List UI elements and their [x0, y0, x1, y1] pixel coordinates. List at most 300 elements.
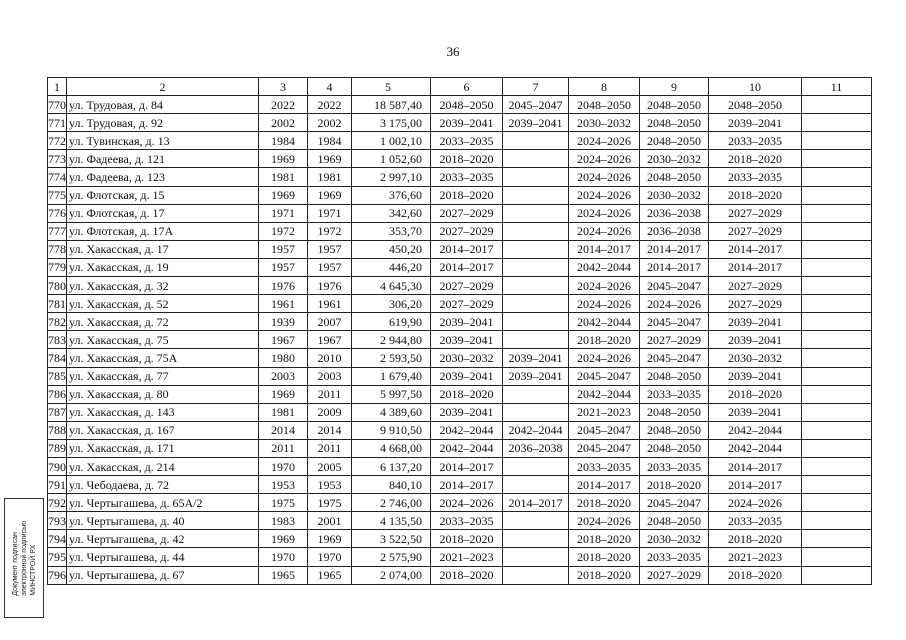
table-cell: 2048–2050 [640, 421, 709, 439]
table-cell [802, 132, 872, 150]
table-cell [802, 240, 872, 258]
table-cell: 2033–2035 [640, 548, 709, 566]
table-cell [802, 204, 872, 222]
table-row [48, 349, 872, 367]
table-row [48, 494, 872, 512]
table-cell [802, 476, 872, 494]
table-row [48, 258, 872, 276]
table-cell: 2042–2044 [569, 313, 640, 331]
table-cell: 1984 [308, 132, 352, 150]
table-cell: 2024–2026 [709, 494, 802, 512]
table-cell: 2045–2047 [640, 313, 709, 331]
table-cell [503, 168, 569, 186]
table-cell [802, 168, 872, 186]
table-cell: 2011 [308, 439, 352, 457]
table-cell: 1969 [308, 186, 352, 204]
table-cell: 2014–2017 [709, 240, 802, 258]
table-cell: 2021–2023 [569, 403, 640, 421]
table-row [48, 421, 872, 439]
table-cell: 2024–2026 [569, 295, 640, 313]
table-cell: 2014 [259, 421, 308, 439]
table-cell: 2039–2041 [431, 331, 503, 349]
table-cell: 1970 [259, 457, 308, 475]
table-cell: 2018–2020 [431, 385, 503, 403]
table-cell [503, 403, 569, 421]
table-cell: 1967 [308, 331, 352, 349]
table-row [48, 313, 872, 331]
table-row [48, 367, 872, 385]
table-cell: 2042–2044 [431, 421, 503, 439]
table-cell [802, 96, 872, 114]
table-cell: ул. Хакасская, д. 32 [67, 277, 259, 295]
table-cell: 1967 [259, 331, 308, 349]
table-cell: ул. Хакасская, д. 80 [67, 385, 259, 403]
table-cell: 2011 [308, 385, 352, 403]
table-row [48, 512, 872, 530]
table-row [48, 548, 872, 566]
table-cell: 2033–2035 [431, 168, 503, 186]
table-cell: 771 [48, 114, 67, 132]
table-cell: 1975 [259, 494, 308, 512]
table-cell: 1972 [308, 222, 352, 240]
table-row [48, 277, 872, 295]
table-cell: 772 [48, 132, 67, 150]
table-row [48, 476, 872, 494]
table-cell: 2024–2026 [569, 512, 640, 530]
table-cell: 2039–2041 [431, 403, 503, 421]
table-cell: 2014–2017 [503, 494, 569, 512]
table-cell [802, 349, 872, 367]
table-cell: 9 910,50 [352, 421, 431, 439]
table-cell: ул. Хакасская, д. 75 [67, 331, 259, 349]
table-cell: 787 [48, 403, 67, 421]
table-cell: 1971 [308, 204, 352, 222]
table-cell: ул. Хакасская, д. 77 [67, 367, 259, 385]
table-cell: 2014 [308, 421, 352, 439]
table-cell: 776 [48, 204, 67, 222]
table-cell: ул. Флотская, д. 15 [67, 186, 259, 204]
table-cell: ул. Трудовая, д. 92 [67, 114, 259, 132]
table-cell: ул. Чебодаева, д. 72 [67, 476, 259, 494]
table-cell: 2007 [308, 313, 352, 331]
table-cell: 2039–2041 [431, 313, 503, 331]
table-cell: 2 746,00 [352, 494, 431, 512]
table-cell: 1957 [259, 240, 308, 258]
table-cell: 2014–2017 [431, 240, 503, 258]
table-cell: 1957 [308, 240, 352, 258]
table-cell [802, 222, 872, 240]
table-cell: 1972 [259, 222, 308, 240]
table-cell [503, 277, 569, 295]
table-cell: 2030–2032 [640, 186, 709, 204]
table-cell: 1976 [259, 277, 308, 295]
table-row [48, 186, 872, 204]
header-cell: 2 [67, 78, 259, 96]
table-row [48, 439, 872, 457]
table-cell: 2042–2044 [431, 439, 503, 457]
table-cell: 2027–2029 [709, 295, 802, 313]
table-cell: ул. Хакасская, д. 17 [67, 240, 259, 258]
table-cell: 785 [48, 367, 67, 385]
table-row [48, 132, 872, 150]
table-cell: 2003 [308, 367, 352, 385]
table-cell [802, 421, 872, 439]
table-cell: 2027–2029 [640, 566, 709, 584]
table-cell: 2010 [308, 349, 352, 367]
table-cell [802, 331, 872, 349]
table-cell: 1981 [308, 168, 352, 186]
header-cell: 7 [503, 78, 569, 96]
table-cell: 2014–2017 [431, 457, 503, 475]
table-cell: 2033–2035 [640, 457, 709, 475]
table-cell: 2003 [259, 367, 308, 385]
table-cell: 2014–2017 [709, 457, 802, 475]
table-cell: 770 [48, 96, 67, 114]
table-cell [802, 186, 872, 204]
table-cell: 796 [48, 566, 67, 584]
table-row [48, 222, 872, 240]
table-cell: ул. Трудовая, д. 84 [67, 96, 259, 114]
table-cell: 5 997,50 [352, 385, 431, 403]
table-cell: 1969 [259, 530, 308, 548]
table-cell: 1969 [308, 530, 352, 548]
table-cell: 2048–2050 [640, 96, 709, 114]
table-row [48, 114, 872, 132]
table-cell: 2009 [308, 403, 352, 421]
table-cell: 1980 [259, 349, 308, 367]
table-cell: 777 [48, 222, 67, 240]
table-cell: 2030–2032 [709, 349, 802, 367]
table-cell: 2027–2029 [431, 295, 503, 313]
table-cell: 2048–2050 [640, 114, 709, 132]
table-row [48, 530, 872, 548]
table-cell: 2014–2017 [431, 476, 503, 494]
table-cell: 2045–2047 [640, 277, 709, 295]
table-row [48, 457, 872, 475]
table-cell: ул. Хакасская, д. 143 [67, 403, 259, 421]
stamp-line: электронной подписью [20, 520, 28, 596]
table-cell [802, 313, 872, 331]
table-cell: 2039–2041 [431, 367, 503, 385]
table-cell: 2024–2026 [569, 349, 640, 367]
table-cell: 2024–2026 [569, 222, 640, 240]
table-cell: 2045–2047 [503, 96, 569, 114]
table-cell [503, 512, 569, 530]
table-cell: 2 575,90 [352, 548, 431, 566]
table-cell: 2039–2041 [709, 331, 802, 349]
table-cell [503, 476, 569, 494]
table-cell: 2042–2044 [709, 439, 802, 457]
table-row [48, 331, 872, 349]
table-cell: 840,10 [352, 476, 431, 494]
table-cell: 3 522,50 [352, 530, 431, 548]
table-cell: 2027–2029 [709, 277, 802, 295]
table-cell: 1981 [259, 168, 308, 186]
header-cell: 6 [431, 78, 503, 96]
table-cell: 1965 [259, 566, 308, 584]
table-row [48, 403, 872, 421]
table-cell: ул. Хакасская, д. 171 [67, 439, 259, 457]
table-header-row [48, 78, 872, 96]
table-cell [802, 439, 872, 457]
table-cell: 2027–2029 [709, 222, 802, 240]
table-cell: 2014–2017 [709, 476, 802, 494]
table-cell: 2018–2020 [431, 566, 503, 584]
table-cell [503, 295, 569, 313]
table-cell: 2039–2041 [503, 349, 569, 367]
table-cell: 773 [48, 150, 67, 168]
table-cell: 450,20 [352, 240, 431, 258]
table-cell: 2045–2047 [569, 439, 640, 457]
table-cell: 780 [48, 277, 67, 295]
table-cell: 2022 [259, 96, 308, 114]
table-cell: 2018–2020 [431, 186, 503, 204]
table-cell: 2042–2044 [569, 385, 640, 403]
table-cell: 4 645,30 [352, 277, 431, 295]
header-cell: 9 [640, 78, 709, 96]
table-cell: 1 679,40 [352, 367, 431, 385]
table-cell: 2018–2020 [569, 548, 640, 566]
table-cell: 18 587,40 [352, 96, 431, 114]
table-cell: 2042–2044 [503, 421, 569, 439]
table-cell: 2018–2020 [569, 331, 640, 349]
table-cell: 774 [48, 168, 67, 186]
table-cell: 2 074,00 [352, 566, 431, 584]
table-cell: 2036–2038 [640, 204, 709, 222]
register-table [47, 77, 872, 585]
table-cell: 1984 [259, 132, 308, 150]
table-cell: ул. Чертыгашева, д. 67 [67, 566, 259, 584]
table-cell [503, 530, 569, 548]
table-cell: ул. Хакасская, д. 214 [67, 457, 259, 475]
table-cell: 2024–2026 [569, 132, 640, 150]
table-cell: 4 668,00 [352, 439, 431, 457]
table-cell [802, 403, 872, 421]
table-cell: 2021–2023 [709, 548, 802, 566]
table-cell: 2045–2047 [569, 367, 640, 385]
table-cell: 782 [48, 313, 67, 331]
table-cell: 2039–2041 [503, 114, 569, 132]
table-cell: 775 [48, 186, 67, 204]
table-cell [802, 512, 872, 530]
table-cell: 2048–2050 [640, 403, 709, 421]
table-cell: 2039–2041 [709, 367, 802, 385]
table-cell [802, 494, 872, 512]
table-cell: ул. Фадеева, д. 123 [67, 168, 259, 186]
table-cell: 1981 [259, 403, 308, 421]
table-cell: 2001 [308, 512, 352, 530]
table-cell: 1953 [308, 476, 352, 494]
table-cell: ул. Хакасская, д. 167 [67, 421, 259, 439]
table-cell: 1969 [259, 385, 308, 403]
table-cell: 2039–2041 [503, 367, 569, 385]
table-cell: 2018–2020 [709, 150, 802, 168]
table-cell: 2027–2029 [640, 331, 709, 349]
table-cell [503, 457, 569, 475]
table-cell: 2045–2047 [640, 494, 709, 512]
table-body [48, 78, 872, 585]
table-cell: 353,70 [352, 222, 431, 240]
table-cell: 2014–2017 [569, 240, 640, 258]
table-cell: 1 002,10 [352, 132, 431, 150]
table-cell: 2039–2041 [709, 403, 802, 421]
side-stamp [4, 498, 44, 618]
table-cell: 2014–2017 [569, 476, 640, 494]
table-cell: 2014–2017 [709, 258, 802, 276]
table-cell: 2024–2026 [569, 150, 640, 168]
table-cell: ул. Чертыгашева, д. 65А/2 [67, 494, 259, 512]
table-cell [503, 313, 569, 331]
stamp-line: Документ подписан [11, 531, 19, 596]
table-row [48, 385, 872, 403]
table-cell [802, 277, 872, 295]
table-cell: 2024–2026 [569, 186, 640, 204]
table-cell: 446,20 [352, 258, 431, 276]
table-cell: 2018–2020 [569, 530, 640, 548]
table-cell: 2048–2050 [640, 168, 709, 186]
table-cell: 2018–2020 [709, 385, 802, 403]
table-cell: 781 [48, 295, 67, 313]
table-cell: 2033–2035 [431, 132, 503, 150]
table-cell: 2027–2029 [709, 204, 802, 222]
table-cell: 2018–2020 [431, 530, 503, 548]
table-cell: 1939 [259, 313, 308, 331]
table-row [48, 168, 872, 186]
table-cell: 792 [48, 494, 67, 512]
table-cell: 2033–2035 [709, 132, 802, 150]
table-cell: 788 [48, 421, 67, 439]
table-cell [503, 204, 569, 222]
table-row [48, 150, 872, 168]
table-cell: 2018–2020 [569, 494, 640, 512]
table-cell: 2011 [259, 439, 308, 457]
table-cell: 2018–2020 [640, 476, 709, 494]
table-cell: 2033–2035 [640, 385, 709, 403]
table-cell [503, 258, 569, 276]
table-cell [802, 385, 872, 403]
table-row [48, 566, 872, 584]
table-cell: 2014–2017 [431, 258, 503, 276]
table-cell: 2 593,50 [352, 349, 431, 367]
table-cell: 2021–2023 [431, 548, 503, 566]
table-cell: 2022 [308, 96, 352, 114]
table-cell: 2027–2029 [431, 204, 503, 222]
table-cell: 793 [48, 512, 67, 530]
table-cell: 2033–2035 [569, 457, 640, 475]
table-cell: 3 175,00 [352, 114, 431, 132]
table-cell [503, 132, 569, 150]
table-cell: 2005 [308, 457, 352, 475]
table-cell: 2018–2020 [709, 530, 802, 548]
table-cell: 2014–2017 [640, 240, 709, 258]
table-cell: 619,90 [352, 313, 431, 331]
header-cell: 8 [569, 78, 640, 96]
table-cell: 1965 [308, 566, 352, 584]
table-cell [802, 457, 872, 475]
table-cell: 786 [48, 385, 67, 403]
table-cell: 2002 [308, 114, 352, 132]
table-cell: 790 [48, 457, 67, 475]
table-cell: 2048–2050 [640, 132, 709, 150]
table-cell [802, 367, 872, 385]
table-cell: 2048–2050 [640, 512, 709, 530]
table-cell: 2018–2020 [431, 150, 503, 168]
table-cell: 2018–2020 [709, 186, 802, 204]
table-cell: 1976 [308, 277, 352, 295]
table-cell: 2033–2035 [431, 512, 503, 530]
page-number: 36 [446, 44, 460, 59]
table-cell: 1957 [259, 258, 308, 276]
table-cell: 2030–2032 [569, 114, 640, 132]
table-cell [802, 295, 872, 313]
table-cell: 2033–2035 [709, 512, 802, 530]
header-cell: 1 [48, 78, 67, 96]
table-cell: 2033–2035 [709, 168, 802, 186]
table-cell [503, 548, 569, 566]
table-cell: ул. Чертыгашева, д. 44 [67, 548, 259, 566]
table-cell: 1961 [259, 295, 308, 313]
table-cell: 1953 [259, 476, 308, 494]
table-cell [503, 222, 569, 240]
table-cell [503, 150, 569, 168]
table-cell: 2048–2050 [640, 367, 709, 385]
table-cell: 778 [48, 240, 67, 258]
table-cell: 2014–2017 [640, 258, 709, 276]
table-cell: 2042–2044 [709, 421, 802, 439]
table-cell: ул. Хакасская, д. 52 [67, 295, 259, 313]
table-cell [802, 548, 872, 566]
table-row [48, 295, 872, 313]
table-cell: 2045–2047 [640, 349, 709, 367]
stamp-text [11, 521, 38, 596]
table-cell: 2048–2050 [640, 439, 709, 457]
header-cell: 4 [308, 78, 352, 96]
table-cell: 1957 [308, 258, 352, 276]
table-cell: 2042–2044 [569, 258, 640, 276]
stamp-line: МИНСТРОЙ РХ [29, 544, 37, 596]
table-cell: 2030–2032 [431, 349, 503, 367]
table-cell: 6 137,20 [352, 457, 431, 475]
table-cell: 2039–2041 [709, 313, 802, 331]
table-cell: 783 [48, 331, 67, 349]
table-cell: 1969 [259, 186, 308, 204]
table-cell: 2027–2029 [431, 277, 503, 295]
table-cell [503, 385, 569, 403]
table-cell [503, 186, 569, 204]
table-row [48, 96, 872, 114]
table-cell [802, 566, 872, 584]
table-cell: ул. Хакасская, д. 75А [67, 349, 259, 367]
table-cell: 2048–2050 [431, 96, 503, 114]
table-cell: 2039–2041 [431, 114, 503, 132]
table-cell [503, 566, 569, 584]
table-cell: 342,60 [352, 204, 431, 222]
header-cell: 11 [802, 78, 872, 96]
table-cell: 1961 [308, 295, 352, 313]
table-cell: 2 997,10 [352, 168, 431, 186]
table-cell: 2024–2026 [569, 277, 640, 295]
table-cell [503, 331, 569, 349]
table-cell: 795 [48, 548, 67, 566]
table-cell: 2018–2020 [569, 566, 640, 584]
table-cell: 784 [48, 349, 67, 367]
table-row [48, 204, 872, 222]
table-cell: 2048–2050 [569, 96, 640, 114]
table-cell: 2045–2047 [569, 421, 640, 439]
table-cell: 1969 [259, 150, 308, 168]
table-cell [802, 114, 872, 132]
header-cell: 3 [259, 78, 308, 96]
